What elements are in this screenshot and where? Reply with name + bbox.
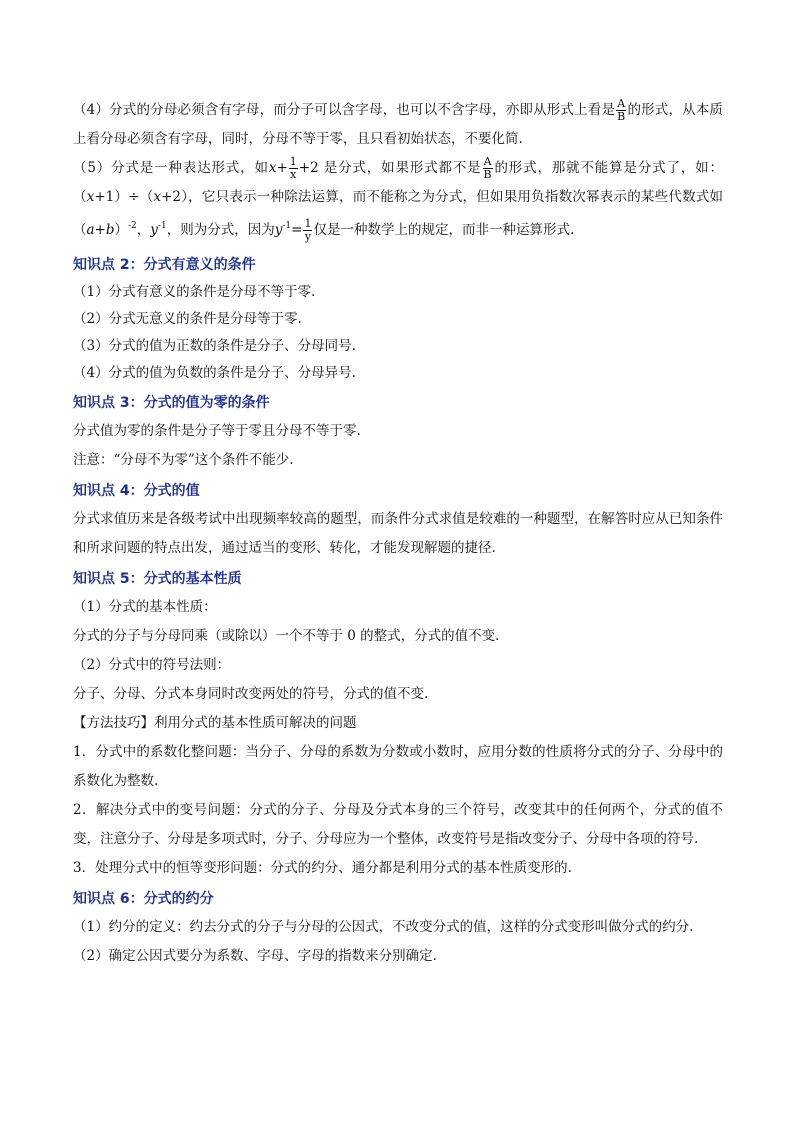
paragraph-point-4 (73, 96, 723, 154)
p5-text-e: +2），它只表示一种除法运算，而不能称之为分式，但如果用负指数次幂表示的某些代数式如（ (73, 189, 724, 238)
p5-text-g: ， (136, 222, 151, 238)
k2-item: （2）分式无意义的条件是分母等于零. (73, 311, 302, 327)
heading-point-5: 知识点 5：分式的基本性质 (73, 571, 242, 587)
var-x-2: x (86, 189, 95, 205)
exponent-minus-1: -1 (157, 221, 167, 231)
k5-item: （2）分式中的符号法则： (73, 657, 231, 673)
k5-item: 分式的分子与分母同乘（或除以）一个不等于 0 的整式，分式的值不变. (73, 628, 500, 644)
k2-item: （4）分式的值为负数的条件是分子、分母异号. (73, 365, 356, 381)
p5-text-b: +2 是分式，如果形式都不是 (298, 160, 482, 176)
equals-sign: = (291, 222, 303, 238)
document-content (73, 96, 723, 971)
exponent-minus-2: -2 (128, 221, 137, 231)
p5-text-h: ，则为分式，因为 (166, 222, 275, 238)
fraction-one-over-y: $\frac{1}{y}$ (304, 217, 312, 243)
heading-point-4: 知识点 4：分式的值 (73, 483, 200, 499)
expr-a-plus-b: a+b (86, 222, 115, 238)
k5-item: 2．解决分式中的变号问题：分式的分子、分母及分式本身的三个符号，改变其中的任何两个，分式的值不变，注意分子、分母是多项式时，分子、分母应为一个整体，改变符号是指改变分子、分母中各项的符号. (73, 802, 723, 847)
k6-item: （1）约分的定义：约去分式的分子与分母的公因式，不改变分式的值，这样的分式变形叫做分式的约分. (73, 919, 694, 935)
plus-sign: + (276, 160, 288, 176)
p4-text-a: （4）分式的分母必须含有字母，而分子可以含字母，也可以不含字母，亦即从形式上看是 (73, 102, 616, 118)
var-y-2: y (274, 222, 283, 238)
k5-item: 1．分式中的系数化整问题：当分子、分母的系数为分数或小数时，应用分数的性质将分式的分子、分母中的系数化为整数. (73, 744, 723, 789)
k5-method-tip: 【方法技巧】利用分式的基本性质可解决的问题 (73, 715, 357, 731)
var-x: x (268, 160, 277, 176)
heading-point-6: 知识点 6：分式的约分 (73, 891, 214, 907)
p5-text-c: 的形式，那就不能算是分式了，如：（ (73, 160, 724, 205)
heading-point-2: 知识点 2：分式有意义的条件 (73, 257, 256, 273)
k6-item: （2）确定公因式要分为系数、字母、字母的指数来分别确定. (73, 948, 437, 964)
exponent-minus-1-2: -1 (282, 221, 292, 231)
p5-text-a: （5）分式是一种表达形式，如 (73, 160, 269, 176)
heading-point-3: 知识点 3：分式的值为零的条件 (73, 395, 270, 411)
k3-item: 注意：“分母不为零”这个条件不能少. (73, 452, 294, 468)
var-x-3: x (153, 189, 162, 205)
p4-text-b: 的形式，从本质上看分母必须含有字母，同时，分母不等于零，且只看初始状态，不要化简. (73, 102, 724, 147)
k2-item: （3）分式的值为正数的条件是分子、分母同号. (73, 338, 356, 354)
fraction-one-over-x: $\frac{1}{x}$ (289, 155, 297, 181)
fraction-a-over-b: $\frac{A}{B}$ (617, 97, 626, 123)
k3-item: 分式值为零的条件是分子等于零且分母不等于零. (73, 423, 361, 439)
fraction-a-over-b-2: $\frac{A}{B}$ (483, 155, 492, 181)
k5-item: （1）分式的基本性质： (73, 599, 217, 615)
p5-text-f: ） (114, 222, 129, 238)
paragraph-point-5 (73, 154, 723, 245)
k4-text: 分式求值历来是各级考试中出现频率较高的题型，而条件分式求值是较难的一种题型，在解答时应从已知条件和所求问题的特点出发，通过适当的变形、转化，才能发现解题的捷径. (73, 511, 723, 556)
k5-item: 3．处理分式中的恒等变形问题：分式的约分、通分都是利用分式的基本性质变形的. (73, 860, 572, 876)
k5-item: 分子、分母、分式本身同时改变两处的符号，分式的值不变. (73, 686, 429, 702)
p5-text-j: 仅是一种数学上的规定，而非一种运算形式. (313, 222, 575, 238)
p5-text-d: +1）÷（ (94, 189, 154, 205)
var-y: y (150, 222, 158, 238)
k2-item: （1）分式有意义的条件是分母不等于零. (73, 284, 316, 300)
